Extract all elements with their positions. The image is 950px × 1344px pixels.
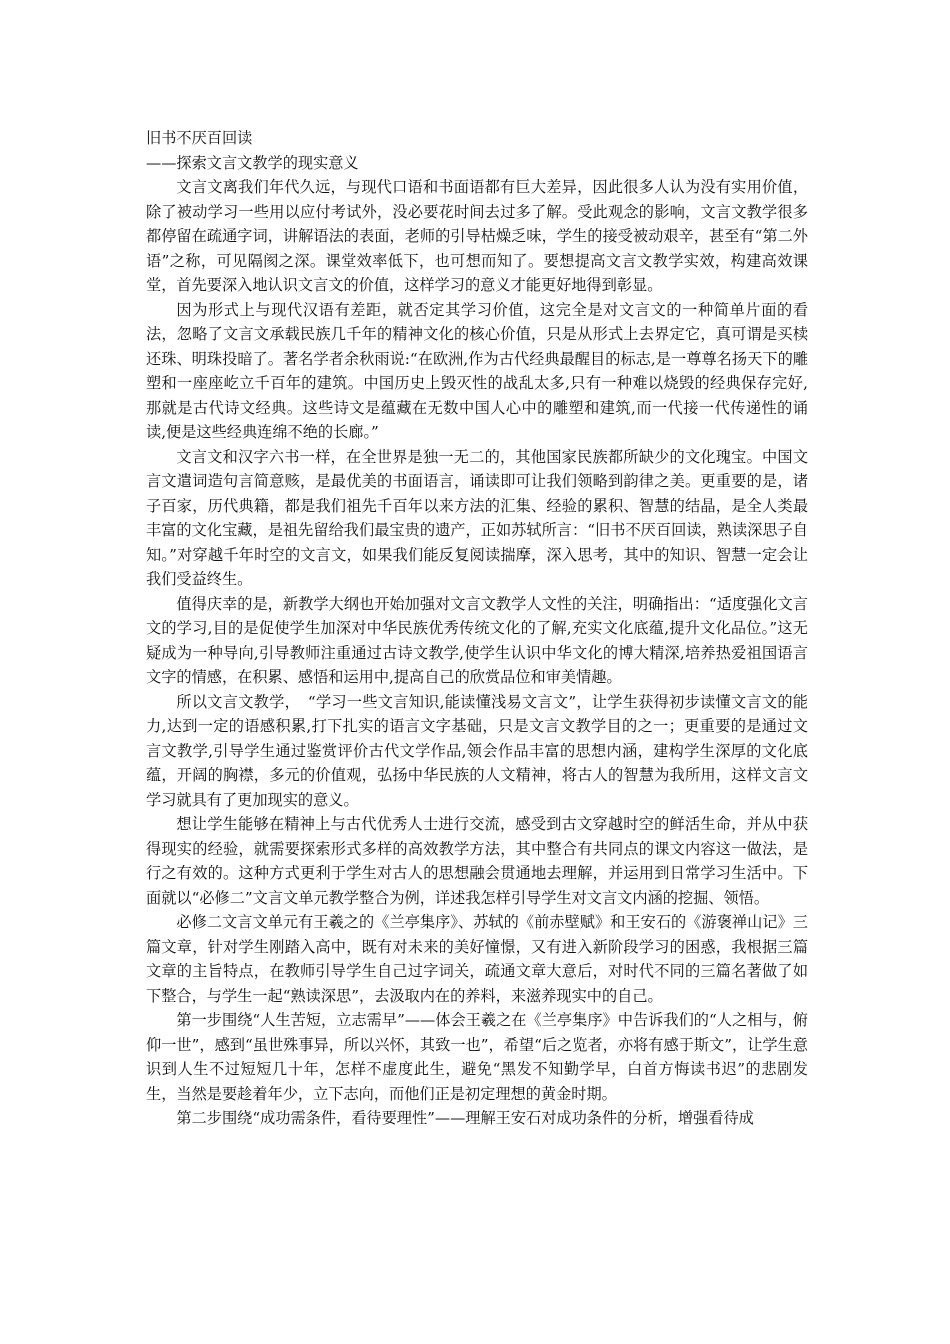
document-page <box>146 126 808 1131</box>
paragraph: 因为形式上与现代汉语有差距，就否定其学习价值，这完全是对文言文的一种简单片面的看法，忽略了文言文承载民族几千年的精神文化的核心价值，只是从形式上去界定它，真可谓是买椟还珠、明珠投暗了。著名学者余秋雨说:“在欧洲,作为古代经典最醒目的标志,是一尊尊名扬天下的雕塑和一座座屹立千百年的建筑。中国历史上毁灭性的战乱太多,只有一种难以烧毁的经典保存完好,那就是古代诗文经典。这些诗文是蕴藏在无数中国人心中的雕塑和建筑,而一代接一代传递性的诵读,便是这些经典连绵不绝的长廊。” <box>146 300 808 441</box>
paragraph: 值得庆幸的是，新教学大纲也开始加强对文言文教学人文性的关注，明确指出：“适度强化文言文的学习,目的是促使学生加深对中华民族优秀传统文化的了解,充实文化底蕴,提升文化品位。”这无疑成为一种导向,引导教师注重通过古诗文教学,使学生认识中华文化的博大精深,培养热爱祖国语言文字的情感，在积累、感悟和运用中,提高自己的欣赏品位和审美情趣。 <box>146 594 808 686</box>
document-title: 旧书不厌百回读 <box>146 129 253 147</box>
paragraph: 必修二文言文单元有王羲之的《兰亭集序》、苏轼的《前赤壁赋》和王安石的《游褒禅山记》三篇文章，针对学生刚踏入高中，既有对未来的美好憧憬，又有进入新阶段学习的困惑，我根据三篇文章的主旨特点，在教师引导学生自己过字词关，疏通文章大意后，对时代不同的三篇名著做了如下整合，与学生一起“熟读深思”，去汲取内在的养料，来滋养现实中的自己。 <box>146 913 808 1005</box>
paragraph: 文言文离我们年代久远，与现代口语和书面语都有巨大差异，因此很多人认为没有实用价值，除了被动学习一些用以应付考试外，没必要花时间去过多了解。受此观念的影响，文言文教学很多都停留在疏通字词，讲解语法的表面，老师的引导枯燥乏味，学生的接受被动艰辛，甚至有“第二外语”之称，可见隔阂之深。课堂效率低下，也可想而知了。要想提高文言文教学实效，构建高效课堂，首先要深入地认识文言文的价值，这样学习的意义才能更好地得到彰显。 <box>146 178 808 294</box>
paragraph: 想让学生能够在精神上与古代优秀人士进行交流，感受到古文穿越时空的鲜活生命，并从中获得现实的经验，就需要探索形式多样的高效教学方法，其中整合有共同点的课文内容这一做法，是行之有效的。这种方式更利于学生对古人的思想融会贯通地去理解，并运用到日常学习生活中。下面就以“必修二”文言文单元教学整合为例，详述我怎样引导学生对文言文内涵的挖掘、领悟。 <box>146 815 808 907</box>
document-subtitle: ——探索文言文教学的现实意义 <box>146 153 359 172</box>
paragraph: 所以文言文教学， “学习一些文言知识,能读懂浅易文言文”，让学生获得初步读懂文言文的能力,达到一定的语感积累,打下扎实的语言文字基础，只是文言文教学目的之一；更重要的是通过文言文教学,引导学生通过鉴赏评价古代文学作品,领会作品丰富的思想内涵，建构学生深厚的文化底蕴，开阔的胸襟，多元的价值观，弘扬中华民族的人文精神，将古人的智慧为我所用，这样文言文学习就具有了更加现实的意义。 <box>146 692 808 809</box>
paragraph: 第一步围绕“人生苦短，立志需早”——体会王羲之在《兰亭集序》中告诉我们的“人之相与，俯仰一世”，感到“虽世殊事异，所以兴怀，其致一也”，希望“后之览者，亦将有感于斯文”，让学生意识到人生不过短短几十年，怎样不虚度此生，避免“黑发不知勤学早，白首方悔读书迟”的悲剧发生，当然是要趁着年少，立下志向，而他们正是初定理想的黄金时期。 <box>146 1011 808 1103</box>
paragraph: 第二步围绕“成功需条件，看待要理性”——理解王安石对成功条件的分析，增强看待成 <box>176 1109 754 1127</box>
paragraph: 文言文和汉字六书一样，在全世界是独一无二的，其他国家民族都所缺少的文化瑰宝。中国文言文遣词造句言简意赅，是最优美的书面语言，诵读即可让我们领略到韵律之美。更重要的是，诸子百家，历代典籍，都是我们祖先千百年以来方法的汇集、经验的累积、智慧的结晶，是全人类最丰富的文化宝藏，是祖先留给我们最宝贵的遗产，正如苏轼所言：“旧书不厌百回读，熟读深思子自知。”对穿越千年时空的文言文，如果我们能反复阅读揣摩，深入思考，其中的知识、智慧一定会让我们受益终生。 <box>146 447 808 588</box>
